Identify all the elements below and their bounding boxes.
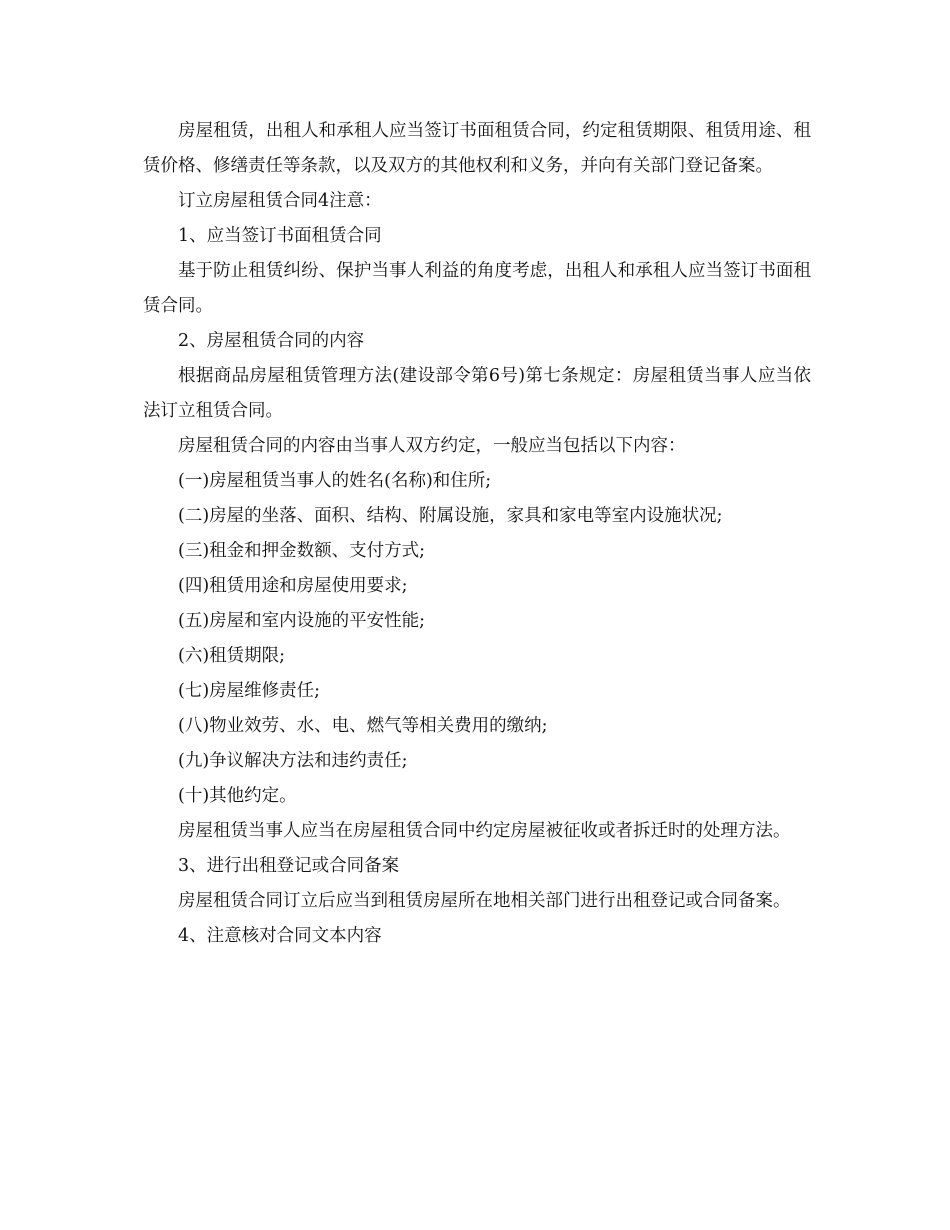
paragraph: 房屋租赁，出租人和承租人应当签订书面租赁合同，约定租赁期限、租赁用途、租赁价格、修缮责任等条款，以及双方的其他权利和义务，并向有关部门登记备案。 — [143, 121, 811, 176]
list-item: (四)租赁用途和房屋使用要求; — [178, 576, 408, 596]
paragraph: 房屋租赁合同订立后应当到租赁房屋所在地相关部门进行出租登记或合同备案。 — [178, 891, 791, 911]
list-item: (六)租赁期限; — [178, 646, 286, 666]
list-item: (一)房屋租赁当事人的姓名(名称)和住所; — [178, 471, 492, 491]
document-body — [143, 114, 811, 954]
list-item: (十)其他约定。 — [178, 786, 297, 806]
list-item: (三)租金和押金数额、支付方式; — [178, 541, 426, 561]
list-item: (九)争议解决方法和违约责任; — [178, 751, 408, 771]
paragraph: 订立房屋租赁合同4注意： — [178, 191, 382, 211]
list-item: (八)物业效劳、水、电、燃气等相关费用的缴纳; — [178, 716, 548, 736]
paragraph: 房屋租赁合同的内容由当事人双方约定，一般应当包括以下内容： — [178, 436, 686, 456]
list-item: (二)房屋的坐落、面积、结构、附属设施，家具和家电等室内设施状况; — [178, 506, 723, 526]
section-heading: 1、应当签订书面租赁合同 — [178, 226, 382, 246]
section-heading: 2、房屋租赁合同的内容 — [178, 331, 365, 351]
paragraph: 基于防止租赁纠纷、保护当事人利益的角度考虑，出租人和承租人应当签订书面租赁合同。 — [143, 261, 811, 316]
section-heading: 3、进行出租登记或合同备案 — [178, 856, 400, 876]
paragraph: 根据商品房屋租赁管理方法(建设部令第6号)第七条规定：房屋租赁当事人应当依法订立租赁合同。 — [143, 366, 811, 421]
section-heading: 4、注意核对合同文本内容 — [178, 926, 382, 946]
paragraph: 房屋租赁当事人应当在房屋租赁合同中约定房屋被征收或者拆迁时的处理方法。 — [178, 821, 791, 841]
list-item: (五)房屋和室内设施的平安性能; — [178, 611, 426, 631]
list-item: (七)房屋维修责任; — [178, 681, 321, 701]
